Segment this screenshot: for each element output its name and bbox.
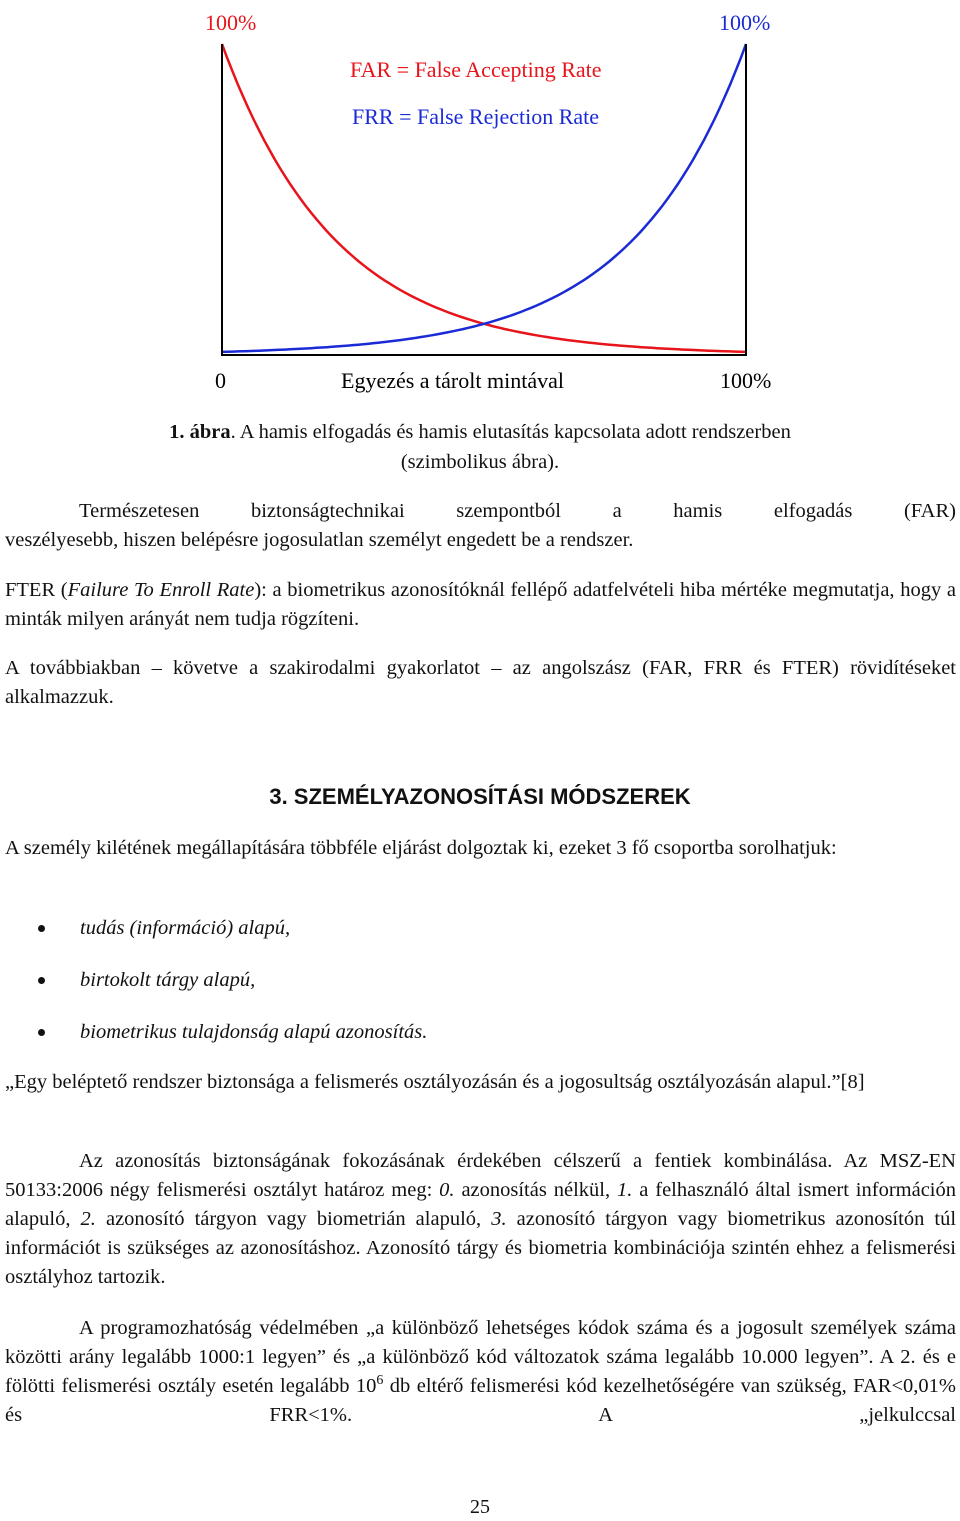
y-label-left: 100% [205, 10, 257, 35]
plot-area [222, 44, 746, 352]
legend-frr: FRR = False Rejection Rate [352, 104, 600, 129]
paragraph-programmability: A programozhatóság védelmében „a különböző lehetséges kódok száma és a jogosult személyek száma közötti arány legalább 1000:1 legyen” és „a különböző kód változatok száma legalább 10.000 legyen”. A 2. és e fölötti felismerési osztály esetén legalább $10^6$ db eltérő felismerési kód kezelhetőségére van szükség, FAR<0,01% és FRR<1%. A „jelkulccsal [5, 1317, 956, 1426]
quote-paragraph: „Egy beléptető rendszer biztonsága a felismerés osztályozásán és a jogosultság osztályozásán alapul.”[8] [5, 1071, 865, 1093]
paragraph-standard: Az azonosítás biztonságának fokozásának érdekében célszerű a fentiek kombinálása. Az MSZ-EN 50133:2006 négy felismerési osztályt határoz meg: 0. azonosítás nélkül, 1. a felhasználó által ismert információn alapuló, 2. azonosító tárgyon vagy biometrián alapuló, 3. azonosító tárgyon vagy biometrikus azonosítón túl információt is szükséges az azonosításhoz. Azonosító tárgy és biometria kombinációja szintén ehhez a felismerési osztályhoz tartozik. [5, 1150, 957, 1288]
paragraph-far-danger-line2: veszélyesebb, hiszen belépésre jogosulatlan személyt engedett be a rendszer. [5, 529, 634, 551]
x-axis-title: Egyezés a tárolt mintával [341, 368, 564, 393]
bullet-icon [38, 925, 45, 932]
page-number: 25 [470, 1496, 490, 1518]
bullet-icon [38, 1029, 45, 1036]
section-intro: A személy kilétének megállapítására többféle eljárást dolgoztak ki, ezeket 3 fő csoportba sorolhatjuk: [5, 837, 837, 859]
paragraph-fter: FTER (Failure To Enroll Rate): a biometrikus azonosítóknál fellépő adatfelvételi hiba mértéke megmutatja, hogy a minták milyen arányát nem tudja rögzíteni. [5, 579, 956, 630]
paragraph-far-danger-line1: Természetesen biztonságtechnikai szempontból a hamis elfogadás (FAR) [79, 500, 956, 522]
legend-far: FAR = False Accepting Rate [350, 57, 602, 82]
caption-label: 1. ábra [169, 421, 231, 443]
paragraph-abbreviations: A továbbiakban – követve a szakirodalmi gyakorlatot – az angolszász (FAR, FRR és FTER) rövidítéseket alkalmazzuk. [5, 657, 956, 708]
caption-text: . A hamis elfogadás és hamis elutasítás kapcsolata adott rendszerben [230, 421, 791, 443]
figure-caption-line2 [0, 448, 960, 477]
bullet-icon [38, 977, 45, 984]
section-heading: 3. SZEMÉLYAZONOSÍTÁSI MÓDSZEREK [269, 784, 691, 809]
far-frr-figure [0, 0, 960, 400]
caption-text2: (szimbolikus ábra). [400, 451, 560, 473]
y-label-right: 100% [719, 10, 771, 35]
x-tick-hundred: 100% [720, 368, 772, 393]
x-tick-zero: 0 [215, 368, 226, 393]
figure-caption [0, 418, 960, 447]
